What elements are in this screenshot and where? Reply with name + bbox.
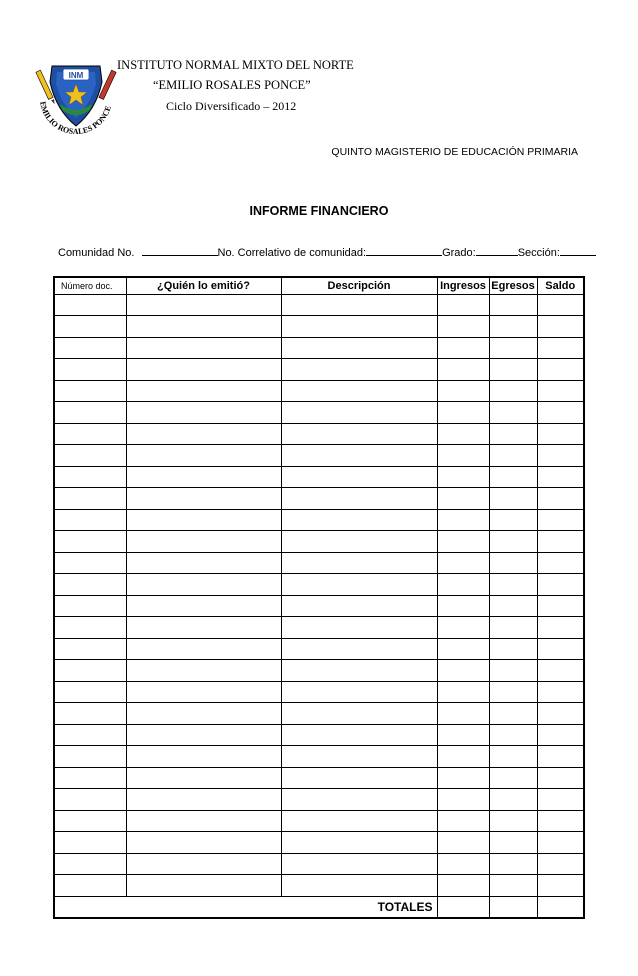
table-cell[interactable] [54,488,126,510]
table-cell[interactable] [281,681,437,703]
financial-ledger-table [53,276,585,919]
table-cell[interactable] [126,552,281,574]
table-cell[interactable] [281,531,437,553]
table-cell[interactable] [437,703,489,725]
table-cell[interactable] [437,875,489,897]
table-cell[interactable] [489,595,537,617]
table-row [54,488,584,510]
table-cell[interactable] [54,316,126,338]
table-cell[interactable] [437,595,489,617]
table-cell[interactable] [54,380,126,402]
table-cell[interactable] [54,445,126,467]
table-cell[interactable] [281,810,437,832]
table-row [54,337,584,359]
table-cell[interactable] [126,337,281,359]
table-cell[interactable] [54,359,126,381]
table-cell[interactable] [489,488,537,510]
table-cell[interactable] [537,466,584,488]
table-cell[interactable] [54,552,126,574]
table-cell[interactable] [126,402,281,424]
table-cell[interactable] [537,875,584,897]
table-cell[interactable] [489,316,537,338]
section-field[interactable] [560,245,596,256]
table-cell[interactable] [537,337,584,359]
column-header-description: Descripción [281,277,437,294]
table-cell[interactable] [281,617,437,639]
table-row [54,810,584,832]
table-cell[interactable] [126,509,281,531]
table-cell[interactable] [437,488,489,510]
ledger-body [54,294,584,896]
table-row [54,445,584,467]
table-cell[interactable] [126,724,281,746]
table-cell[interactable] [537,595,584,617]
table-cell[interactable] [54,574,126,596]
table-cell[interactable] [54,767,126,789]
table-cell[interactable] [281,703,437,725]
table-cell[interactable] [281,509,437,531]
table-cell[interactable] [281,337,437,359]
table-cell[interactable] [489,810,537,832]
table-row [54,617,584,639]
table-cell[interactable] [126,359,281,381]
table-cell[interactable] [537,681,584,703]
table-cell[interactable] [537,380,584,402]
table-cell[interactable] [437,617,489,639]
table-cell[interactable] [489,832,537,854]
table-cell[interactable] [537,853,584,875]
table-cell[interactable] [489,423,537,445]
table-cell[interactable] [281,660,437,682]
table-row [54,638,584,660]
table-cell[interactable] [489,337,537,359]
table-cell[interactable] [437,294,489,316]
table-cell[interactable] [126,488,281,510]
table-cell[interactable] [437,552,489,574]
table-row [54,316,584,338]
table-cell[interactable] [54,423,126,445]
table-cell[interactable] [437,316,489,338]
table-cell[interactable] [281,875,437,897]
table-row [54,724,584,746]
table-cell[interactable] [126,380,281,402]
table-cell[interactable] [489,767,537,789]
community-field[interactable] [142,245,218,256]
table-cell[interactable] [537,703,584,725]
column-header-doc-number: Número doc. [54,277,126,294]
column-header-expenses: Egresos [489,277,537,294]
table-cell[interactable] [126,638,281,660]
table-cell[interactable] [437,681,489,703]
table-cell[interactable] [537,789,584,811]
table-cell[interactable] [281,380,437,402]
table-row [54,789,584,811]
table-cell[interactable] [54,617,126,639]
table-row [54,531,584,553]
school-name: “EMILIO ROSALES PONCE” [153,78,311,92]
table-cell[interactable] [126,875,281,897]
table-cell[interactable] [537,445,584,467]
table-cell[interactable] [489,724,537,746]
table-cell[interactable] [281,466,437,488]
table-cell[interactable] [126,746,281,768]
correlative-field[interactable] [366,245,442,256]
table-cell[interactable] [126,595,281,617]
table-row [54,875,584,897]
table-cell[interactable] [54,832,126,854]
table-cell[interactable] [126,466,281,488]
table-cell[interactable] [489,574,537,596]
table-cell[interactable] [437,724,489,746]
table-cell[interactable] [281,638,437,660]
table-cell[interactable] [489,380,537,402]
table-cell[interactable] [126,767,281,789]
table-cell[interactable] [281,595,437,617]
table-row [54,423,584,445]
table-cell[interactable] [489,681,537,703]
table-cell[interactable] [281,294,437,316]
table-cell[interactable] [126,294,281,316]
table-row [54,853,584,875]
table-cell[interactable] [437,832,489,854]
table-cell[interactable] [437,509,489,531]
table-cell[interactable] [537,488,584,510]
table-cell[interactable] [126,832,281,854]
table-cell[interactable] [489,445,537,467]
crest-ring-text: EMILIO ROSALES PONCE [38,100,113,137]
table-cell[interactable] [489,359,537,381]
table-cell[interactable] [54,337,126,359]
table-cell[interactable] [437,660,489,682]
table-cell[interactable] [537,617,584,639]
total-balance-cell[interactable] [537,896,584,918]
table-row [54,380,584,402]
table-cell[interactable] [437,789,489,811]
column-header-issuer: ¿Quién lo emitió? [126,277,281,294]
table-cell[interactable] [437,380,489,402]
table-row [54,832,584,854]
table-cell[interactable] [489,294,537,316]
table-cell[interactable] [54,746,126,768]
table-row [54,660,584,682]
school-crest-icon [30,52,122,144]
table-cell[interactable] [54,875,126,897]
table-cell[interactable] [437,853,489,875]
table-cell[interactable] [281,724,437,746]
table-cell[interactable] [281,488,437,510]
table-cell[interactable] [281,767,437,789]
school-cycle: Ciclo Diversificado – 2012 [166,99,297,113]
table-cell[interactable] [126,789,281,811]
table-cell[interactable] [281,746,437,768]
total-income-cell[interactable] [437,896,489,918]
table-cell[interactable] [489,746,537,768]
table-cell[interactable] [537,574,584,596]
table-row [54,509,584,531]
section-label: Sección: [517,247,560,259]
table-cell[interactable] [126,574,281,596]
table-cell[interactable] [54,509,126,531]
table-cell[interactable] [281,789,437,811]
table-cell[interactable] [437,445,489,467]
table-row [54,595,584,617]
table-cell[interactable] [537,359,584,381]
table-cell[interactable] [54,660,126,682]
table-cell[interactable] [54,853,126,875]
table-cell[interactable] [537,509,584,531]
table-cell[interactable] [437,767,489,789]
table-cell[interactable] [437,466,489,488]
table-cell[interactable] [437,337,489,359]
table-cell[interactable] [54,531,126,553]
table-cell[interactable] [537,746,584,768]
form-fields [58,245,596,259]
career-label: QUINTO MAGISTERIO DE EDUCACIÓN PRIMARIA [331,146,578,158]
table-row [54,703,584,725]
table-cell[interactable] [126,316,281,338]
table-cell[interactable] [281,445,437,467]
table-cell[interactable] [54,466,126,488]
table-cell[interactable] [126,810,281,832]
table-cell[interactable] [437,638,489,660]
table-cell[interactable] [281,359,437,381]
table-row [54,746,584,768]
table-cell[interactable] [537,724,584,746]
table-cell[interactable] [126,681,281,703]
table-row [54,402,584,424]
table-cell[interactable] [489,509,537,531]
table-cell[interactable] [54,638,126,660]
table-cell[interactable] [437,423,489,445]
table-cell[interactable] [537,810,584,832]
table-cell[interactable] [537,294,584,316]
table-cell[interactable] [537,423,584,445]
table-row [54,552,584,574]
table-row [54,574,584,596]
table-cell[interactable] [437,531,489,553]
table-cell[interactable] [437,746,489,768]
table-row [54,359,584,381]
table-cell[interactable] [54,810,126,832]
column-header-balance: Saldo [537,277,584,294]
table-cell[interactable] [281,853,437,875]
table-cell[interactable] [54,402,126,424]
table-cell[interactable] [489,531,537,553]
table-cell[interactable] [437,359,489,381]
table-row [54,294,584,316]
table-cell[interactable] [126,853,281,875]
table-cell[interactable] [489,552,537,574]
table-cell[interactable] [489,875,537,897]
total-expenses-cell[interactable] [489,896,537,918]
table-cell[interactable] [126,617,281,639]
table-cell[interactable] [537,402,584,424]
table-cell[interactable] [537,552,584,574]
table-cell[interactable] [437,402,489,424]
table-cell[interactable] [54,789,126,811]
table-row [54,466,584,488]
table-cell[interactable] [281,316,437,338]
table-cell[interactable] [281,402,437,424]
totals-row [54,896,584,918]
table-cell[interactable] [489,638,537,660]
table-row [54,681,584,703]
table-cell[interactable] [489,789,537,811]
table-cell[interactable] [281,832,437,854]
table-cell[interactable] [437,574,489,596]
table-cell[interactable] [489,660,537,682]
table-cell[interactable] [54,724,126,746]
table-cell[interactable] [54,681,126,703]
crest-emblem-text: INM [68,71,84,80]
table-row [54,767,584,789]
table-cell[interactable] [126,423,281,445]
table-cell[interactable] [537,660,584,682]
totals-label: TOTALES [54,896,437,918]
table-cell[interactable] [537,316,584,338]
table-cell[interactable] [537,832,584,854]
institution-name: INSTITUTO NORMAL MIXTO DEL NORTE [117,58,354,72]
table-cell[interactable] [126,660,281,682]
report-title: INFORME FINANCIERO [249,204,389,218]
table-cell[interactable] [489,402,537,424]
table-cell[interactable] [489,466,537,488]
column-header-income: Ingresos [437,277,489,294]
table-cell[interactable] [54,294,126,316]
table-cell[interactable] [281,552,437,574]
table-cell[interactable] [281,574,437,596]
table-cell[interactable] [489,617,537,639]
table-cell[interactable] [489,853,537,875]
table-cell[interactable] [489,703,537,725]
table-cell[interactable] [54,595,126,617]
table-cell[interactable] [126,703,281,725]
grade-field[interactable] [476,245,518,256]
table-cell[interactable] [537,638,584,660]
correlative-label: No. Correlativo de comunidad: [217,247,367,259]
table-cell[interactable] [54,703,126,725]
table-cell[interactable] [537,767,584,789]
community-label: Comunidad No. [58,247,135,259]
table-header-row [54,277,584,294]
table-cell[interactable] [126,531,281,553]
table-cell[interactable] [126,445,281,467]
grade-label: Grado: [442,247,476,259]
table-cell[interactable] [537,531,584,553]
table-cell[interactable] [437,810,489,832]
table-cell[interactable] [281,423,437,445]
